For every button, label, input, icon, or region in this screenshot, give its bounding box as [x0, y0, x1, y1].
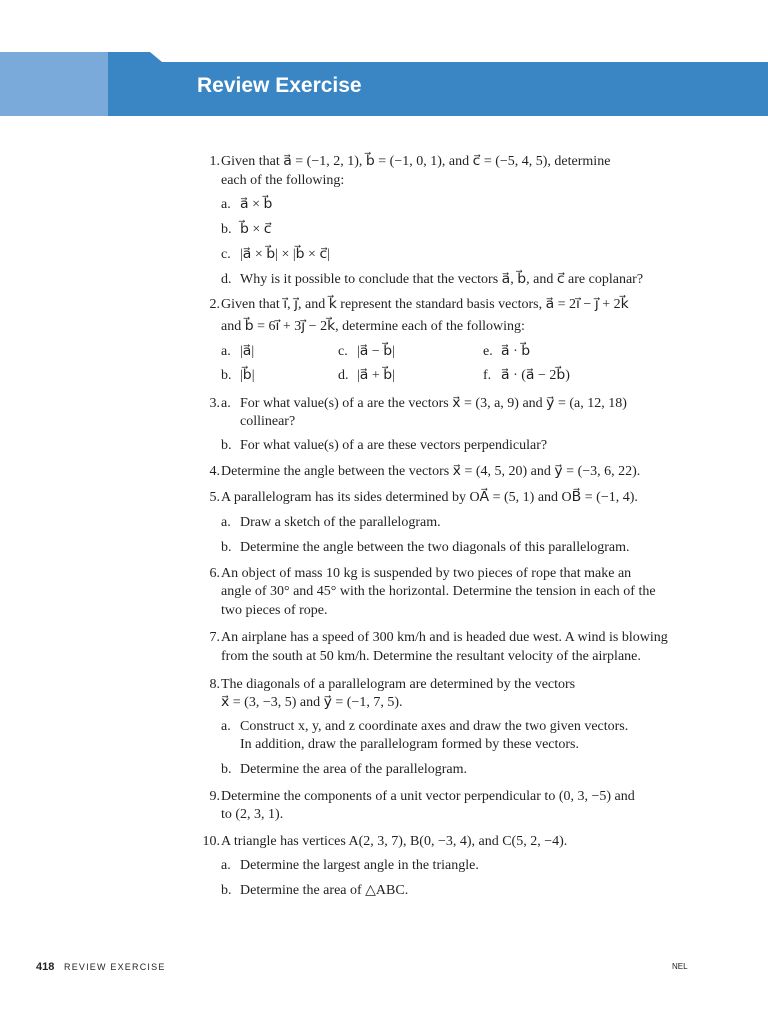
- part-label: a.: [221, 344, 231, 359]
- part-label: a.: [221, 515, 231, 530]
- question-number: 8.: [209, 677, 220, 692]
- question-text: Determine the angle between the vectors x⃗ = (4, 5, 20) and y⃗ = (−3, 6, 22).: [221, 464, 641, 479]
- part-label: f.: [483, 368, 492, 383]
- publisher-mark: NEL: [672, 962, 688, 971]
- question-text: The diagonals of a parallelogram are determined by the vectors: [221, 677, 576, 692]
- part-text: a⃗ · b⃗: [501, 344, 531, 359]
- question-text: Determine the components of a unit vector perpendicular to (0, 3, −5) and: [221, 789, 635, 804]
- part-text: Construct x, y, and z coordinate axes and draw the two given vectors.: [240, 719, 629, 734]
- question-number: 5.: [209, 490, 220, 505]
- question-text: x⃗ = (3, −3, 5) and y⃗ = (−1, 7, 5).: [221, 695, 403, 710]
- part-text: In addition, draw the parallelogram formed by these vectors.: [240, 737, 579, 752]
- question-number: 2.: [209, 297, 220, 312]
- part-text: Determine the largest angle in the triangle.: [240, 858, 479, 873]
- question-number: 3.: [209, 396, 220, 411]
- part-label: b.: [221, 540, 232, 555]
- part-label: a.: [221, 858, 231, 873]
- question-text: and b⃗ = 6i⃗ + 3j⃗ − 2k⃗, determine each of the following:: [221, 319, 525, 334]
- part-label: c.: [338, 344, 348, 359]
- running-footer-title: REVIEW EXERCISE: [64, 962, 166, 972]
- part-text: Draw a sketch of the parallelogram.: [240, 515, 441, 530]
- part-text: Determine the area of △ABC.: [240, 883, 409, 898]
- part-label: b.: [221, 762, 232, 777]
- part-label: a.: [221, 197, 231, 212]
- part-text: Why is it possible to conclude that the vectors a⃗, b⃗, and c⃗ are coplanar?: [240, 272, 644, 287]
- question-number: 4.: [209, 464, 220, 479]
- part-label: b.: [221, 222, 232, 237]
- question-text: An airplane has a speed of 300 km/h and is headed due west. A wind is blowing: [221, 630, 668, 645]
- question-text: A parallelogram has its sides determined by OA⃗ = (5, 1) and OB⃗ = (−1, 4).: [221, 490, 638, 505]
- question-number: 1.: [209, 154, 220, 169]
- question-text: Given that i⃗, j⃗, and k⃗ represent the standard basis vectors, a⃗ = 2i⃗ − j⃗ + 2k⃗: [221, 297, 629, 312]
- part-text: collinear?: [240, 414, 296, 429]
- question-text: A triangle has vertices A(2, 3, 7), B(0, −3, 4), and C(5, 2, −4).: [221, 834, 568, 849]
- question-number: 6.: [209, 566, 220, 581]
- part-label: d.: [338, 368, 349, 383]
- page-number: 418: [36, 961, 55, 973]
- part-text: |a⃗|: [240, 344, 255, 359]
- part-text: b⃗ × c⃗: [240, 222, 272, 237]
- part-label: a.: [221, 396, 231, 411]
- part-text: |a⃗ + b⃗|: [357, 368, 395, 383]
- part-text: |a⃗ × b⃗| × |b⃗ × c⃗|: [240, 247, 330, 262]
- part-label: b.: [221, 883, 232, 898]
- question-text: Given that a⃗ = (−1, 2, 1), b⃗ = (−1, 0, 1), and c⃗ = (−5, 4, 5), determine: [221, 154, 611, 169]
- question-number: 10.: [202, 834, 220, 849]
- part-label: c.: [221, 247, 231, 262]
- part-label: b.: [221, 368, 232, 383]
- question-number: 7.: [209, 630, 220, 645]
- header-band-left: [0, 52, 108, 116]
- question-text: to (2, 3, 1).: [221, 807, 284, 822]
- part-text: |b⃗|: [240, 368, 255, 383]
- part-label: b.: [221, 438, 232, 453]
- part-text: Determine the angle between the two diagonals of this parallelogram.: [240, 540, 630, 555]
- part-text: For what value(s) of a are the vectors x⃗ = (3, a, 9) and y⃗ = (a, 12, 18): [240, 396, 627, 411]
- question-text: An object of mass 10 kg is suspended by two pieces of rope that make an: [221, 566, 632, 581]
- question-text: two pieces of rope.: [221, 603, 328, 618]
- question-text: from the south at 50 km/h. Determine the resultant velocity of the airplane.: [221, 649, 641, 664]
- question-text: angle of 30° and 45° with the horizontal. Determine the tension in each of the: [221, 584, 656, 599]
- part-text: Determine the area of the parallelogram.: [240, 762, 467, 777]
- part-label: a.: [221, 719, 231, 734]
- part-text: a⃗ · (a⃗ − 2b⃗): [501, 368, 570, 383]
- part-text: a⃗ × b⃗: [240, 197, 273, 212]
- page-title: Review Exercise: [197, 74, 362, 97]
- part-label: d.: [221, 272, 232, 287]
- part-text: |a⃗ − b⃗|: [357, 344, 395, 359]
- question-text: each of the following:: [221, 173, 345, 188]
- part-text: For what value(s) of a are these vectors perpendicular?: [240, 438, 548, 453]
- question-number: 9.: [209, 789, 220, 804]
- part-label: e.: [483, 344, 493, 359]
